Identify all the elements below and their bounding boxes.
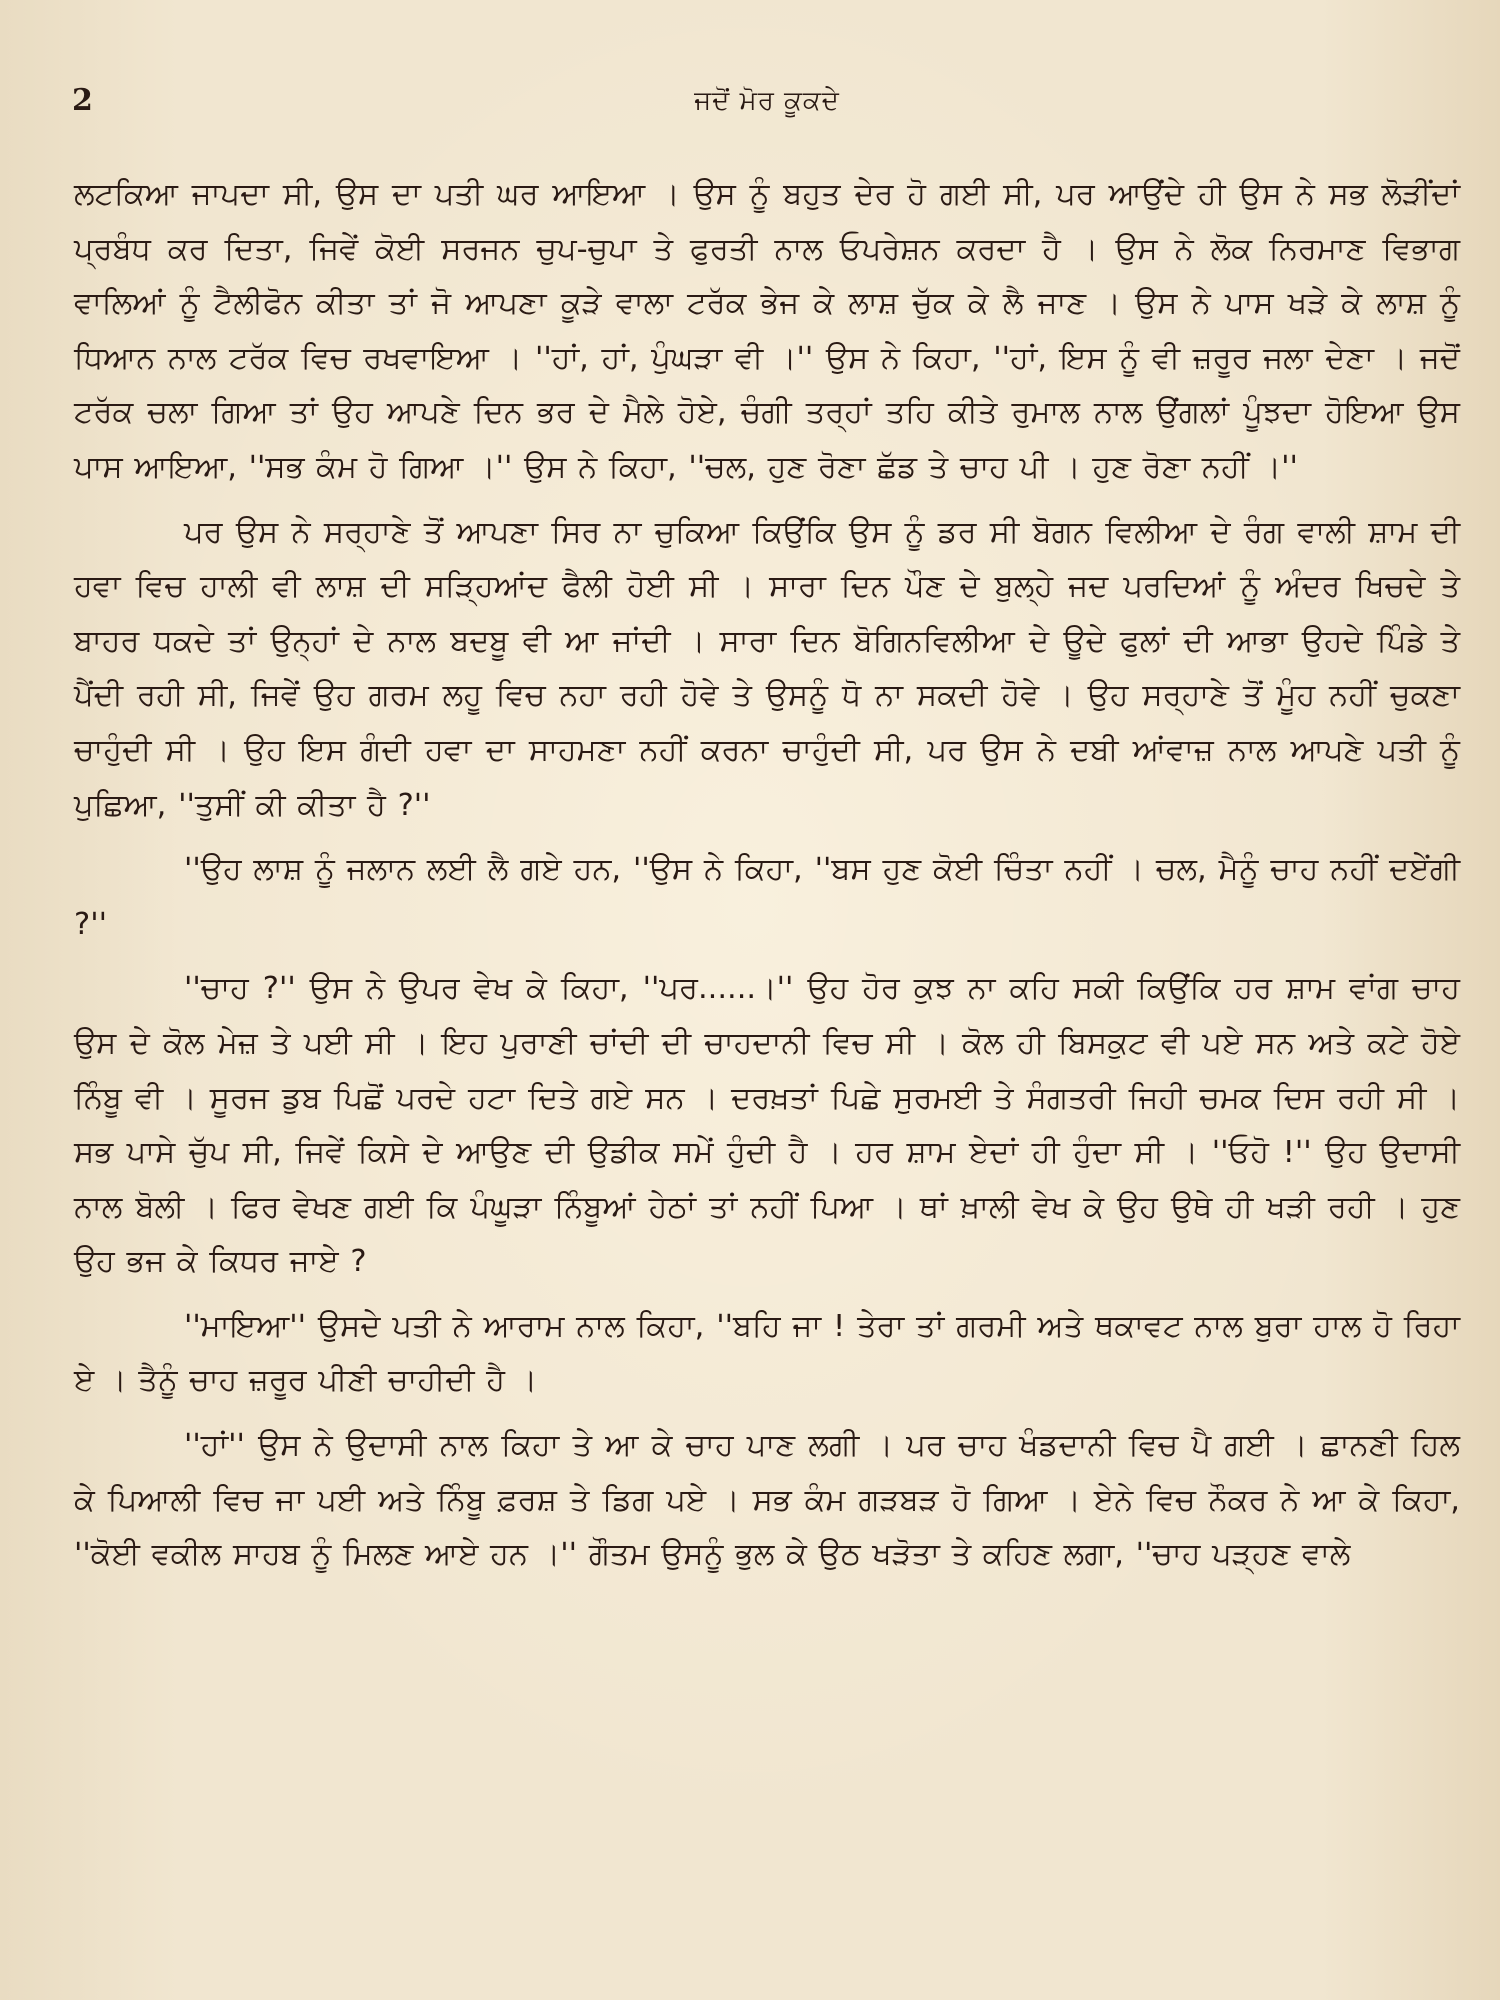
paragraph: ''ਚਾਹ ?'' ਉਸ ਨੇ ਉਪਰ ਵੇਖ ਕੇ ਕਿਹਾ, ''ਪਰ......।'' ਉਹ ਹੋਰ ਕੁਝ ਨਾ ਕਹਿ ਸਕੀ ਕਿਉਂਕਿ ਹਰ ਸ਼ਾਮ ਵਾਂਗ ਚਾਹ ਉਸ ਦੇ ਕੋਲ ਮੇਜ਼ ਤੇ ਪਈ ਸੀ । ਇਹ ਪੁਰਾਣੀ ਚਾਂਦੀ ਦੀ ਚਾਹਦਾਨੀ ਵਿਚ ਸੀ । ਕੋਲ ਹੀ ਬਿਸਕੁਟ ਵੀ ਪਏ ਸਨ ਅਤੇ ਕਟੇ ਹੋਏ ਨਿੰਬੂ ਵੀ । ਸੂਰਜ ਡੁਬ ਪਿਛੋਂ ਪਰਦੇ ਹਟਾ ਦਿਤੇ ਗਏ ਸਨ । ਦਰਖ਼ਤਾਂ ਪਿਛੇ ਸੁਰਮਈ ਤੇ ਸੰਗਤਰੀ ਜਿਹੀ ਚਮਕ ਦਿਸ ਰਹੀ ਸੀ । ਸਭ ਪਾਸੇ ਚੁੱਪ ਸੀ, ਜਿਵੇਂ ਕਿਸੇ ਦੇ ਆਉਣ ਦੀ ਉਡੀਕ ਸਮੇਂ ਹੁੰਦੀ ਹੈ । ਹਰ ਸ਼ਾਮ ਏਦਾਂ ਹੀ ਹੁੰਦਾ ਸੀ । ''ਓਹੋ !'' ਉਹ ਉਦਾਸੀ ਨਾਲ ਬੋਲੀ । ਫਿਰ ਵੇਖਣ ਗਈ ਕਿ ਪੰਘੂੜਾ ਨਿੰਬੂਆਂ ਹੇਠਾਂ ਤਾਂ ਨਹੀਂ ਪਿਆ । ਥਾਂ ਖ਼ਾਲੀ ਵੇਖ ਕੇ ਉਹ ਉਥੇ ਹੀ ਖੜੀ ਰਹੀ । ਹੁਣ ਉਹ ਭਜ ਕੇ ਕਿਧਰ ਜਾਏ ? (74, 971, 1460, 1280)
paragraph: ''ਉਹ ਲਾਸ਼ ਨੂੰ ਜਲਾਨ ਲਈ ਲੈ ਗਏ ਹਨ, ''ਉਸ ਨੇ ਕਿਹਾ, ''ਬਸ ਹੁਣ ਕੋਈ ਚਿੰਤਾ ਨਹੀਂ । ਚਲ, ਮੈਨੂੰ ਚਾਹ ਨਹੀਂ ਦਏਂਗੀ ?'' (74, 852, 1460, 942)
page-number: 2 (72, 83, 93, 118)
running-title: ਜਦੋਂ ਮੋਰ ਕੂਕਦੇ (694, 86, 840, 116)
paragraph: ਪਰ ਉਸ ਨੇ ਸਰ੍ਹਾਣੇ ਤੋਂ ਆਪਣਾ ਸਿਰ ਨਾ ਚੁਕਿਆ ਕਿਉਂਕਿ ਉਸ ਨੂੰ ਡਰ ਸੀ ਬੋਗਨ ਵਿਲੀਆ ਦੇ ਰੰਗ ਵਾਲੀ ਸ਼ਾਮ ਦੀ ਹਵਾ ਵਿਚ ਹਾਲੀ ਵੀ ਲਾਸ਼ ਦੀ ਸੜ੍ਹਿਆਂਦ ਫੈਲੀ ਹੋਈ ਸੀ । ਸਾਰਾ ਦਿਨ ਪੌਣ ਦੇ ਬੁਲ੍ਹੇ ਜਦ ਪਰਦਿਆਂ ਨੂੰ ਅੰਦਰ ਖਿਚਦੇ ਤੇ ਬਾਹਰ ਧਕਦੇ ਤਾਂ ਉਨ੍ਹਾਂ ਦੇ ਨਾਲ ਬਦਬੂ ਵੀ ਆ ਜਾਂਦੀ । ਸਾਰਾ ਦਿਨ ਬੋਗਿਨਵਿਲੀਆ ਦੇ ਊਦੇ ਫੁਲਾਂ ਦੀ ਆਭਾ ਉਹਦੇ ਪਿੰਡੇ ਤੇ ਪੈਂਦੀ ਰਹੀ ਸੀ, ਜਿਵੇਂ ਉਹ ਗਰਮ ਲਹੂ ਵਿਚ ਨਹਾ ਰਹੀ ਹੋਵੇ ਤੇ ਉਸਨੂੰ ਧੋ ਨਾ ਸਕਦੀ ਹੋਵੇ । ਉਹ ਸਰ੍ਹਾਣੇ ਤੋਂ ਮੂੰਹ ਨਹੀਂ ਚੁਕਣਾ ਚਾਹੁੰਦੀ ਸੀ । ਉਹ ਇਸ ਗੰਦੀ ਹਵਾ ਦਾ ਸਾਹਮਣਾ ਨਹੀਂ ਕਰਨਾ ਚਾਹੁੰਦੀ ਸੀ, ਪਰ ਉਸ ਨੇ ਦਬੀ ਆਂਵਾਜ਼ ਨਾਲ ਆਪਣੇ ਪਤੀ ਨੂੰ ਪੁਛਿਆ, ''ਤੁਸੀਂ ਕੀ ਕੀਤਾ ਹੈ ?'' (74, 514, 1460, 823)
paragraph: ਲਟਕਿਆ ਜਾਪਦਾ ਸੀ, ਉਸ ਦਾ ਪਤੀ ਘਰ ਆਇਆ । ਉਸ ਨੂੰ ਬਹੁਤ ਦੇਰ ਹੋ ਗਈ ਸੀ, ਪਰ ਆਉਂਦੇ ਹੀ ਉਸ ਨੇ ਸਭ ਲੋੜੀਂਦਾਂ ਪ੍ਰਬੰਧ ਕਰ ਦਿਤਾ, ਜਿਵੇਂ ਕੋਈ ਸਰਜਨ ਚੁਪ-ਚੁਪਾ ਤੇ ਫੁਰਤੀ ਨਾਲ ਓਪਰੇਸ਼ਨ ਕਰਦਾ ਹੈ । ਉਸ ਨੇ ਲੋਕ ਨਿਰਮਾਣ ਵਿਭਾਗ ਵਾਲਿਆਂ ਨੂੰ ਟੈਲੀਫੋਨ ਕੀਤਾ ਤਾਂ ਜੋ ਆਪਣਾ ਕੂੜੇ ਵਾਲਾ ਟਰੱਕ ਭੇਜ ਕੇ ਲਾਸ਼ ਚੁੱਕ ਕੇ ਲੈ ਜਾਣ । ਉਸ ਨੇ ਪਾਸ ਖੜੇ ਕੇ ਲਾਸ਼ ਨੂੰ ਧਿਆਨ ਨਾਲ ਟਰੱਕ ਵਿਚ ਰਖਵਾਇਆ । ''ਹਾਂ, ਹਾਂ, ਪੁੰਘੜਾ ਵੀ ।'' ਉਸ ਨੇ ਕਿਹਾ, ''ਹਾਂ, ਇਸ ਨੂੰ ਵੀ ਜ਼ਰੂਰ ਜਲਾ ਦੇਣਾ । ਜਦੋਂ ਟਰੱਕ ਚਲਾ ਗਿਆ ਤਾਂ ਉਹ ਆਪਣੇ ਦਿਨ ਭਰ ਦੇ ਮੈਲੇ ਹੋਏ, ਚੰਗੀ ਤਰ੍ਹਾਂ ਤਹਿ ਕੀਤੇ ਰੁਮਾਲ ਨਾਲ ਉਂਗਲਾਂ ਪੂੰਝਦਾ ਹੋਇਆ ਉਸ ਪਾਸ ਆਇਆ, ''ਸਭ ਕੰਮ ਹੋ ਗਿਆ ।'' ਉਸ ਨੇ ਕਿਹਾ, ''ਚਲ, ਹੁਣ ਰੋਣਾ ਛੱਡ ਤੇ ਚਾਹ ਪੀ । ਹੁਣ ਰੋਣਾ ਨਹੀਂ ।'' (74, 177, 1460, 485)
body-text (74, 168, 1460, 1583)
paragraph: ''ਹਾਂ'' ਉਸ ਨੇ ਉਦਾਸੀ ਨਾਲ ਕਿਹਾ ਤੇ ਆ ਕੇ ਚਾਹ ਪਾਣ ਲਗੀ । ਪਰ ਚਾਹ ਖੰਡਦਾਨੀ ਵਿਚ ਪੈ ਗਈ । ਛਾਨਣੀ ਹਿਲ ਕੇ ਪਿਆਲੀ ਵਿਚ ਜਾ ਪਈ ਅਤੇ ਨਿੰਬੂ ਫ਼ਰਸ਼ ਤੇ ਡਿਗ ਪਏ । ਸਭ ਕੰਮ ਗੜਬੜ ਹੋ ਗਿਆ । ਏਨੇ ਵਿਚ ਨੌਕਰ ਨੇ ਆ ਕੇ ਕਿਹਾ, ''ਕੋਈ ਵਕੀਲ ਸਾਹਬ ਨੂੰ ਮਿਲਣ ਆਏ ਹਨ ।'' ਗੌਤਮ ਉਸਨੂੰ ਭੁਲ ਕੇ ਉਠ ਖੜੋਤਾ ਤੇ ਕਹਿਣ ਲਗਾ, ''ਚਾਹ ਪੜ੍ਹਣ ਵਾਲੇ (74, 1428, 1460, 1573)
paragraph: ''ਮਾਇਆ'' ਉਸਦੇ ਪਤੀ ਨੇ ਆਰਾਮ ਨਾਲ ਕਿਹਾ, ''ਬਹਿ ਜਾ ! ਤੇਰਾ ਤਾਂ ਗਰਮੀ ਅਤੇ ਥਕਾਵਟ ਨਾਲ ਬੁਰਾ ਹਾਲ ਹੋ ਰਿਹਾ ਏ । ਤੈਨੂੰ ਚਾਹ ਜ਼ਰੂਰ ਪੀਣੀ ਚਾਹੀਦੀ ਹੈ । (74, 1308, 1460, 1399)
page-header (72, 76, 1462, 126)
